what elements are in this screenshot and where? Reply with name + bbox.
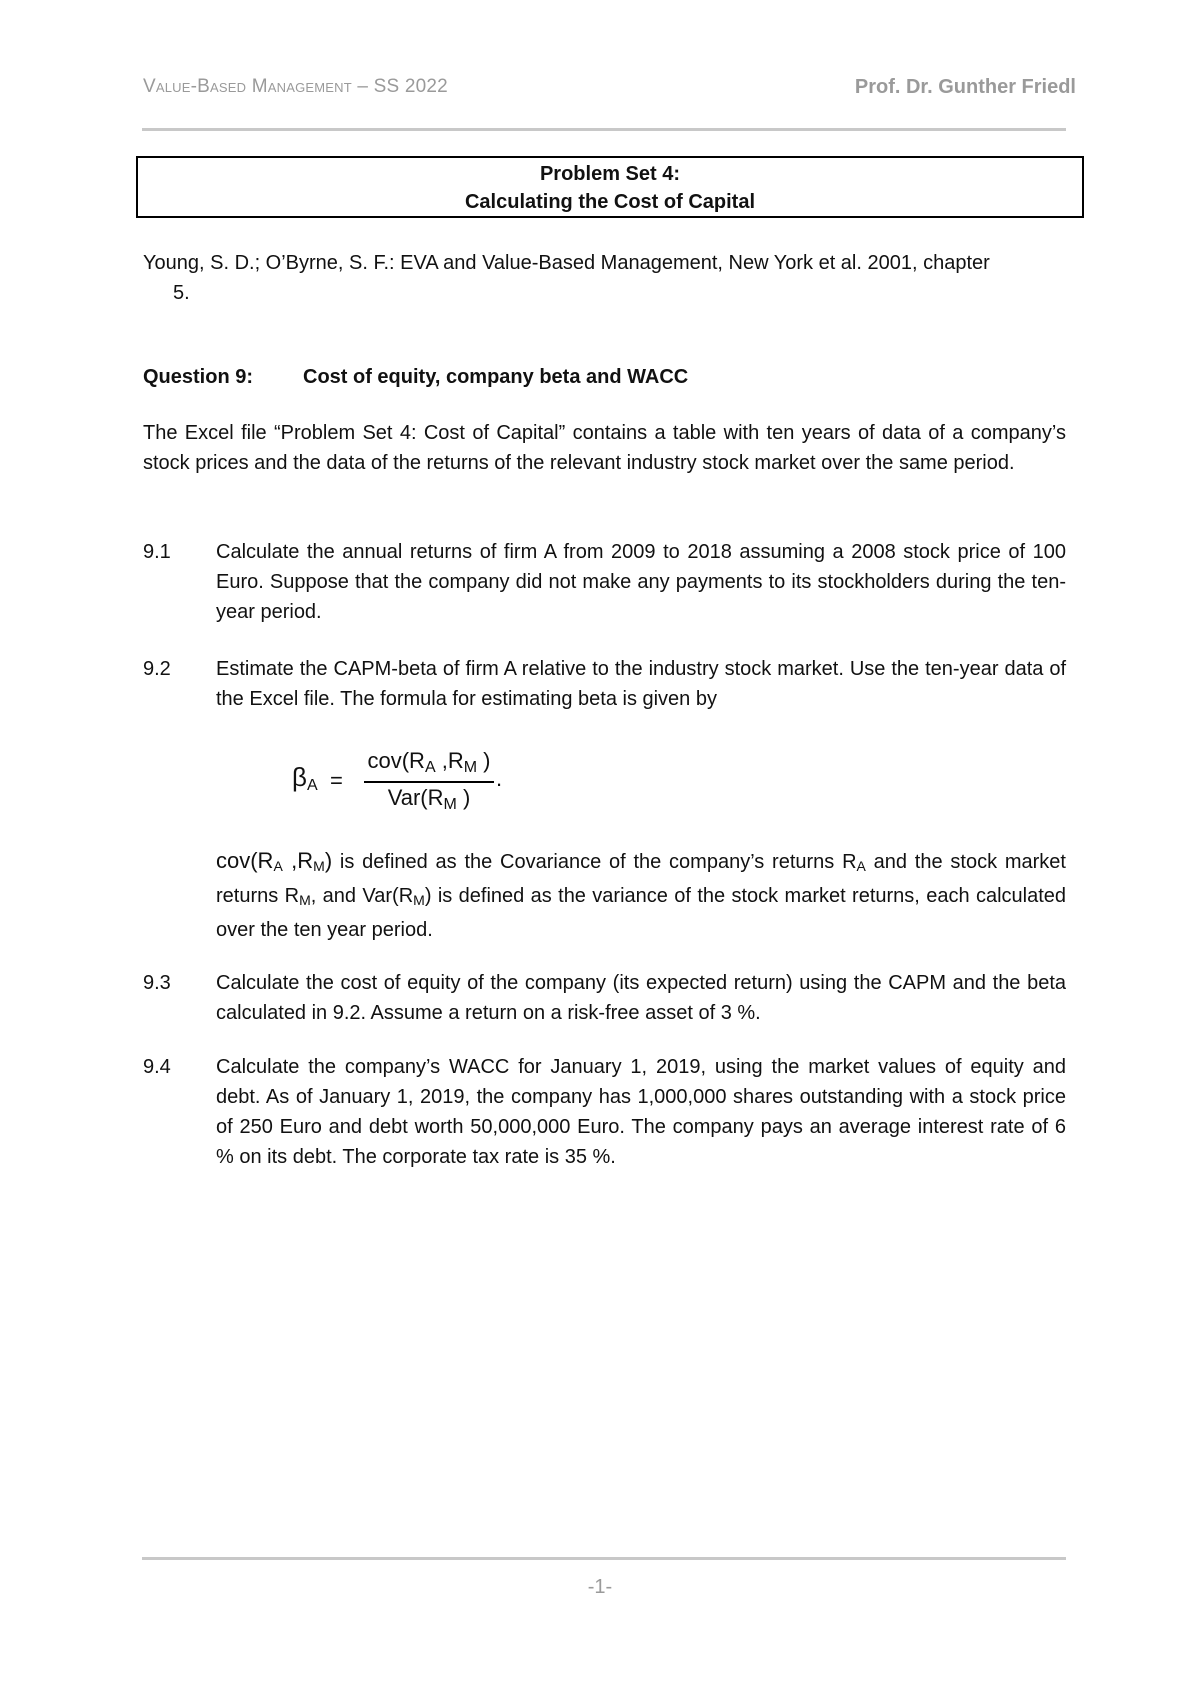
formula-equals: = (330, 768, 343, 793)
formula-period: . (496, 766, 503, 791)
title-line-1: Problem Set 4: (539, 163, 681, 185)
cov-expression: cov(RA ,RM) (216, 848, 333, 874)
header-divider (142, 128, 1066, 131)
page-number: -1- (587, 1576, 613, 1598)
item-number: 9.1 (143, 541, 171, 563)
question-heading (143, 362, 689, 392)
question-intro: The Excel file “Problem Set 4: Cost of Capital” contains a table with ten years of data of a company’s stock prices and the data of the returns of the relevant industry stock market over the same period. (143, 422, 1066, 474)
item-text: Calculate the cost of equity of the company (its expected return) using the CAPM and the beta calculated in 9.2. Assume a return on a risk-free asset of 3 %. (216, 972, 1066, 1024)
item-text: Calculate the company’s WACC for January 1, 2019, using the market values of equity and debt. As of January 1, 2019, the company has 1,000,000 shares outstanding with a stock price of 250 Euro and debt worth 50,000,000 Euro. The company pays an average interest rate of 6 % on its debt. The corporate tax rate is 35 %. (216, 1056, 1066, 1168)
item-text: Estimate the CAPM-beta of firm A relative to the industry stock market. Use the ten-year data of the Excel file. The formula for estimating beta is given by (216, 658, 1066, 710)
formula-denominator: $Var(R_M$ ) (387, 785, 471, 813)
fraction-bar (364, 781, 494, 783)
title-box (136, 156, 1084, 218)
formula-numerator: $cov(R_A$ $,R_M$ ) (367, 748, 491, 776)
footer-divider (142, 1557, 1066, 1560)
header-author: Prof. Dr. Gunther Friedl (854, 76, 1076, 98)
item-number: 9.4 (143, 1056, 171, 1078)
item-number: 9.3 (143, 972, 171, 994)
reference-line-1: Young, S. D.; O’Byrne, S. F.: EVA and Value-Based Management, New York et al. 2001, chapter (143, 252, 990, 274)
reference (143, 248, 1083, 308)
beta-formula (290, 748, 530, 818)
covariance-definition: cov(RA ,RM) is defined as the Covariance of the company’s returns RA and the stock market returns RM, and Var(RM) is defined as the variance of the stock market returns, each calculated over the ten year period. (216, 848, 1066, 941)
header-course-title: Value-Based Management – SS 2022 (143, 76, 448, 97)
reference-line-2: 5. (173, 282, 190, 304)
item-number: 9.2 (143, 658, 171, 680)
title-line-2: Calculating the Cost of Capital (464, 191, 756, 213)
question-title: Cost of equity, company beta and WACC (303, 366, 689, 388)
formula-lhs: $\beta_A$ (292, 762, 318, 794)
item-text: Calculate the annual returns of firm A from 2009 to 2018 assuming a 2008 stock price of 100 Euro. Suppose that the company did not make any payments to its stockholders during the ten-year period. (216, 541, 1066, 623)
question-number: Question 9: (143, 366, 254, 388)
